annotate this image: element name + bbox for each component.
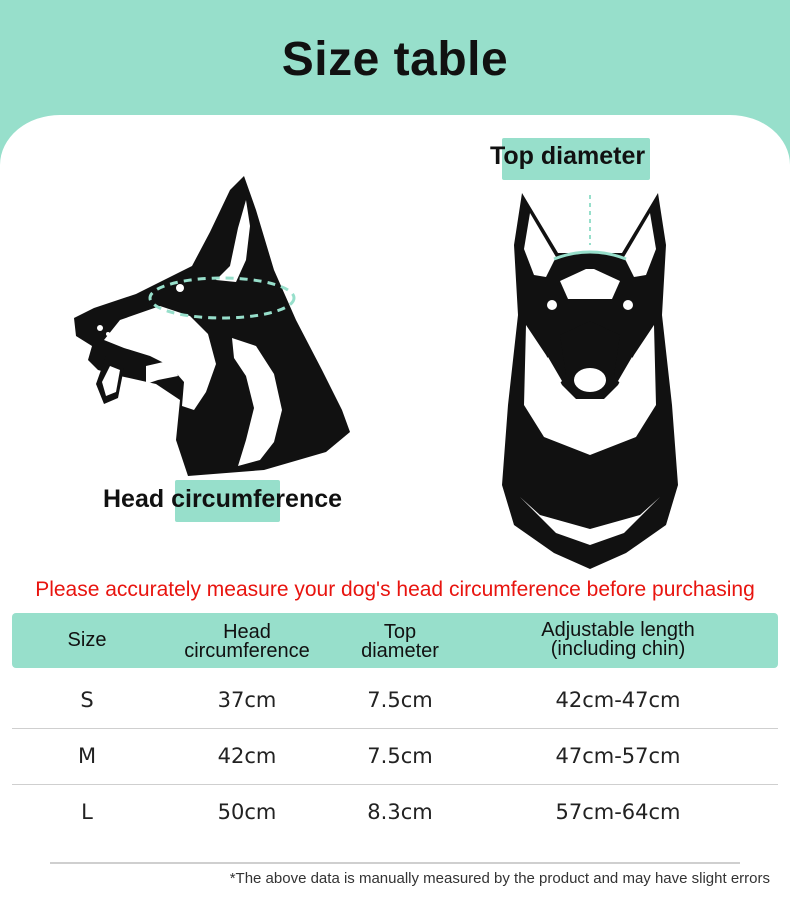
head-circumference-label-part2: circumference — [171, 485, 343, 513]
header-adj-line2: (including chin) — [550, 638, 686, 660]
cell-head: 42cm — [217, 744, 277, 768]
footnote: *The above data is manually measured by the product and may have slight errors — [229, 870, 770, 887]
measure-notice: Please accurately measure your dog's head circumference before purchasing — [35, 578, 755, 601]
header-top-line1: Top — [383, 621, 417, 643]
head-circumference-label — [103, 485, 342, 514]
header-head-line2: circumference — [184, 640, 310, 662]
header-head-line1: Head — [223, 621, 271, 643]
table-row — [12, 728, 778, 784]
dog-profile-illustration — [60, 170, 360, 490]
header-adj-line1: Adjustable length — [541, 619, 695, 641]
dog-front-illustration — [490, 185, 690, 575]
header-top-line2: diameter — [361, 640, 439, 662]
cell-adjustable: 47cm-57cm — [555, 744, 681, 768]
header-head-circumference — [167, 623, 327, 661]
header-adjustable-length — [508, 621, 728, 659]
header-top-diameter — [350, 623, 450, 661]
cell-size: M — [77, 744, 97, 768]
cell-adjustable: 42cm-47cm — [555, 688, 681, 712]
cell-head: 37cm — [217, 688, 277, 712]
cell-top: 7.5cm — [367, 688, 433, 712]
cell-size: L — [81, 800, 93, 824]
size-table-header — [12, 613, 778, 668]
table-row — [12, 672, 778, 728]
cell-top: 7.5cm — [367, 744, 433, 768]
cell-adjustable: 57cm-64cm — [555, 800, 681, 824]
cell-head: 50cm — [217, 800, 277, 824]
footer-divider — [50, 862, 740, 864]
header-size: Size — [67, 629, 107, 651]
cell-size: S — [80, 688, 94, 712]
head-circumference-label-part1: Head — [103, 485, 172, 513]
cell-top: 8.3cm — [367, 800, 433, 824]
table-row — [12, 784, 778, 840]
page-title: Size table — [281, 33, 509, 86]
top-diameter-label: Top diameter — [490, 142, 646, 170]
